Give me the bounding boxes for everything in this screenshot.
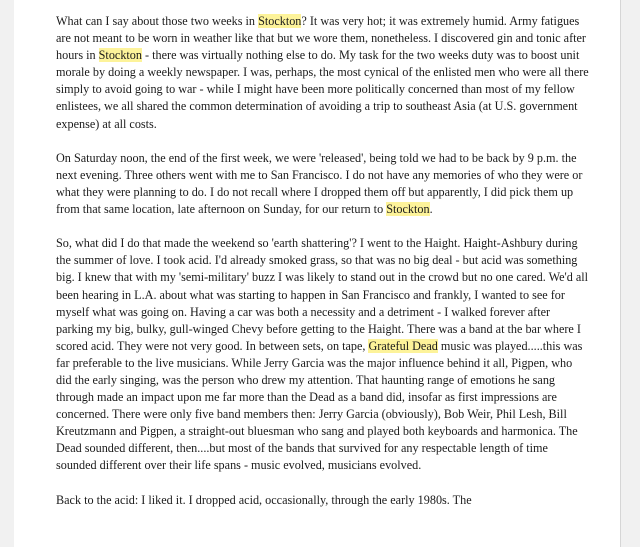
paragraph-text: On Saturday noon, the end of the first week, we were 'released', being told we had to be back by 9 p.m. the next evening. Three others went with me to San Francisco. I do not have any memories of who they were or what they were planning to do. I do not recall where I dropped them off but apparently, I did pick them up from that same location, late afternoon on Sunday, for our return to [56, 150, 583, 217]
highlighted-term: Stockton [258, 14, 302, 28]
highlighted-term: Grateful Dead [368, 338, 438, 353]
paragraph-text: ? It was very hot; it was extremely humid. Army fatigues are not meant to be worn in weather like that but we wore them, nonetheless. I discovered gin and tonic after hours in [56, 14, 586, 63]
paragraph-text: What can I say about those two weeks in [56, 14, 259, 28]
paragraph-text: music was played.....this was far preferable to the live musicians. While Jerry Garcia was the major influence behind it all, Pigpen, who did the early singing, was the person who drew my attention. That haunting range of emotions he sang through made an impact upon me far more than the Dead as a band did, insofar as first impressions are concerned. There were only five band members then: Jerry Garcia (obviously), Bob Weir, Phil Lesh, Bill Kreutzmann and Pigpen, a straight-out bluesman who sang and played both keyboards and harmonica. The Dead sounded different, then....but most of the bands that survived for any respectable length of time sounded different over their life spans - music evolved, musicians evolved. [56, 338, 583, 473]
highlighted-term: Stockton [386, 202, 430, 217]
paragraph-text: Back to the acid: I liked it. I dropped acid, occasionally, through the early 1980s. The [56, 492, 472, 507]
document-page [14, 0, 621, 547]
paragraph-text: So, what did I do that made the weekend so 'earth shattering'? I went to the Haight. Haight-Ashbury during the summer of love. I took acid. I'd already smoked grass, so that was no big deal - but acid was something big. I knew that with my 'semi-military' buzz I was likely to stand out in the crowd but no one cared. We'd all been hearing in L.A. about what was starting to happen in San Francisco and frankly, I wanted to see for myself what was going on. Having a car was both a necessity and a detriment - I walked forever after parking my big, bulky, gull-winged Chevy before getting to the Haight. There was a band at the bar where I scored acid. They were not very good. In between sets, on tape, [56, 236, 589, 353]
paragraph [56, 13, 590, 133]
paragraph-text: . [429, 202, 433, 217]
paragraph-text: - there was virtually nothing else to do. My task for the two weeks duty was to boost unit morale by doing a weekly newspaper. I was, perhaps, the most cynical of the enlisted men who were all there simply to avoid going to war - while I might have been more politically concerned than most of my fellow enlistees, we all shared the common determination of avoiding a trip to southeast Asia (at U.S. government expense) at all costs. [56, 48, 589, 131]
paragraph [56, 492, 590, 509]
paragraph [56, 150, 590, 218]
vertical-scrollbar[interactable] [630, 0, 640, 547]
paragraph [56, 235, 590, 474]
highlighted-term: Stockton [98, 48, 142, 63]
